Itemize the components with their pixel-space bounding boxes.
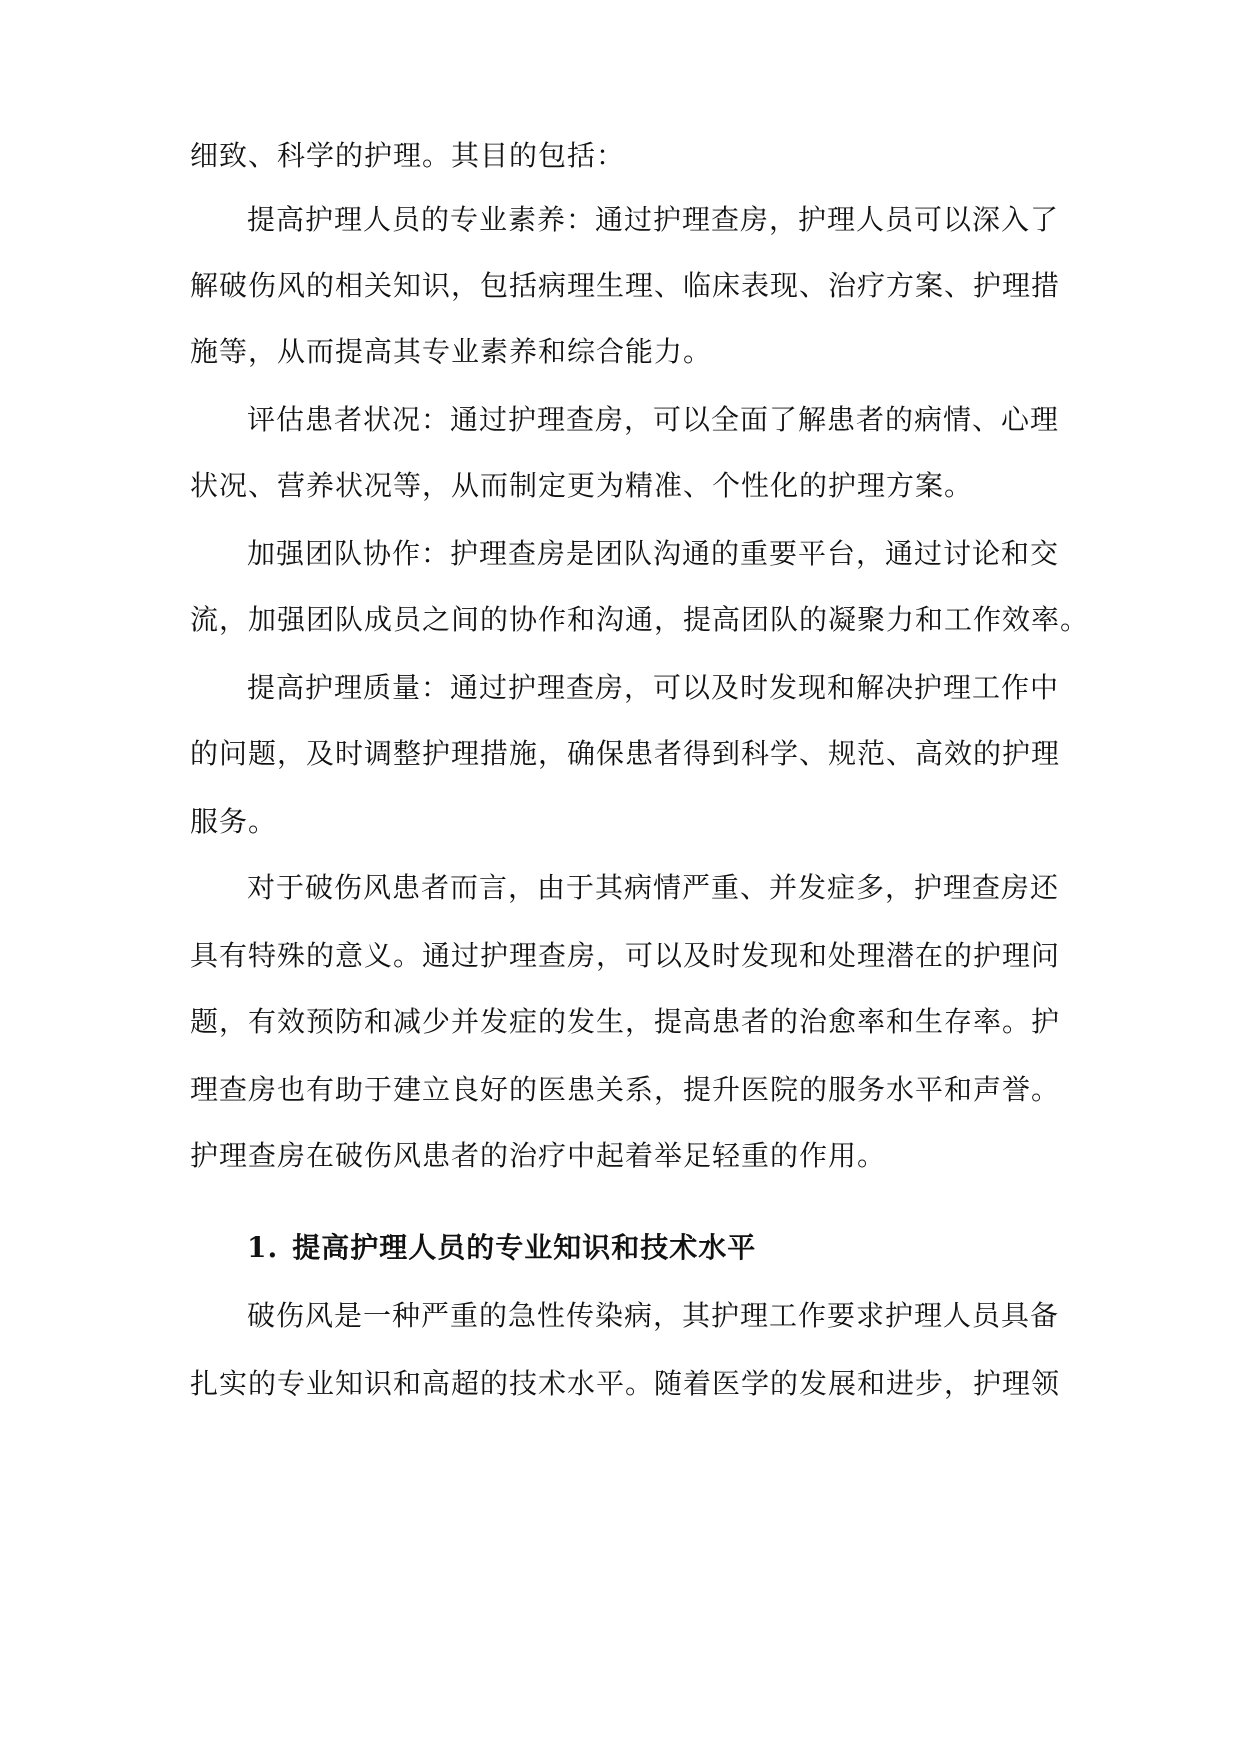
text-line: 对于破伤风患者而言，由于其病情严重、并发症多，护理查房还: [247, 871, 1060, 904]
text-line: 评估患者状况：通过护理查房，可以全面了解患者的病情、心理: [247, 403, 1060, 436]
heading-number: 1.: [247, 1231, 279, 1264]
text-line: 加强团队协作：护理查房是团队沟通的重要平台，通过讨论和交: [247, 537, 1060, 570]
text-line: 的问题，及时调整护理措施，确保患者得到科学、规范、高效的护理: [190, 737, 1061, 770]
text-line: 理查房也有助于建立良好的医患关系，提升医院的服务水平和声誉。: [190, 1073, 1061, 1106]
text-line: 细致、科学的护理。其目的包括：: [190, 139, 626, 172]
text-line: 状况、营养状况等，从而制定更为精准、个性化的护理方案。: [190, 469, 974, 502]
text-line: 提高护理人员的专业素养：通过护理查房，护理人员可以深入了: [247, 203, 1060, 236]
text-line: 流，加强团队成员之间的协作和沟通，提高团队的凝聚力和工作效率。: [190, 603, 1090, 636]
heading-text: 提高护理人员的专业知识和技术水平: [292, 1231, 757, 1264]
text-line: 解破伤风的相关知识，包括病理生理、临床表现、治疗方案、护理措: [190, 269, 1061, 302]
text-line: 护理查房在破伤风患者的治疗中起着举足轻重的作用。: [190, 1139, 887, 1172]
section-heading: [247, 1228, 756, 1268]
text-line: 服务。: [190, 805, 278, 838]
text-line: 具有特殊的意义。通过护理查房，可以及时发现和处理潜在的护理问: [190, 939, 1061, 972]
text-line: 破伤风是一种严重的急性传染病，其护理工作要求护理人员具备: [247, 1299, 1060, 1332]
text-line: 题，有效预防和减少并发症的发生，提高患者的治愈率和生存率。护: [190, 1005, 1061, 1038]
text-line: 提高护理质量：通过护理查房，可以及时发现和解决护理工作中: [247, 671, 1060, 704]
text-line: 扎实的专业知识和高超的技术水平。随着医学的发展和进步，护理领: [190, 1367, 1061, 1400]
text-line: 施等，从而提高其专业素养和综合能力。: [190, 335, 713, 368]
